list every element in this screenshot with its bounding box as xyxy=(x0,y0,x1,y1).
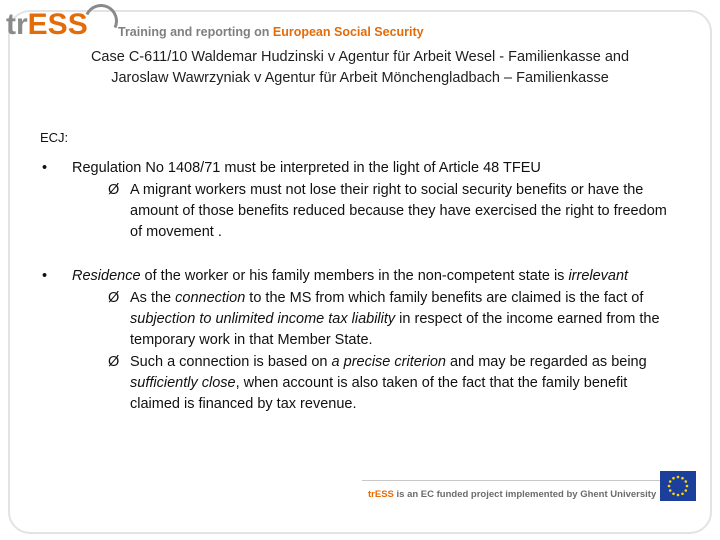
text-segment: to the MS from which family benefits are claimed is the fact of xyxy=(245,290,644,306)
spacer xyxy=(40,245,680,266)
bullet-text-segment: of the worker or his family members in the non-competent state is xyxy=(140,268,569,284)
slide-title xyxy=(30,47,690,89)
sub-bullet-text xyxy=(130,352,680,415)
tress-logo xyxy=(6,8,88,42)
ecj-label: ECJ: xyxy=(40,130,69,145)
sub-bullet-item xyxy=(72,352,680,415)
bullet-item xyxy=(40,158,680,243)
text-segment: Such a connection is based on xyxy=(130,354,332,370)
text-segment: As the xyxy=(130,290,176,306)
bullet-body xyxy=(72,266,680,415)
logo-ess: ESS xyxy=(27,8,88,41)
footer-brand: trESS xyxy=(368,489,394,500)
slide-content xyxy=(40,127,680,417)
sub-bullet-text xyxy=(130,288,680,351)
bullet-text: Regulation No 1408/71 must be interpreted in the light of Article 48 TFEU xyxy=(72,160,541,176)
arrow-bullet-icon: Ø xyxy=(108,290,120,306)
emphasis-tax-liability: subjection to unlimited income tax liability xyxy=(130,311,396,327)
tagline-accent: European Social Security xyxy=(272,25,424,39)
text-segment: and may be regarded as being xyxy=(445,354,647,370)
emphasis-precise-criterion: a precise criterion xyxy=(331,354,446,370)
bullet-body xyxy=(72,158,680,243)
bullet-item xyxy=(40,266,680,415)
emphasis-sufficiently-close: sufficiently close xyxy=(130,375,236,391)
footer-credit xyxy=(368,489,656,500)
bullet-icon: • xyxy=(42,160,48,176)
title-line-1: Case C-611/10 Waldemar Hudzinski v Agentur für Arbeit Wesel - Familienkasse and xyxy=(90,49,630,65)
title-line-2: Jaroslaw Wawrzyniak v Agentur für Arbeit Mönchengladbach – Familienkasse xyxy=(111,70,609,86)
sub-bullet-item xyxy=(72,180,680,243)
logo-tr: tr xyxy=(6,8,28,41)
bullet-icon: • xyxy=(42,268,48,284)
text-segment: , when account is also taken of the fact that the family benefit claimed is financed by tax revenue. xyxy=(130,375,628,412)
text-segment: in respect of the income earned from the temporary work in that Member State. xyxy=(130,311,660,348)
emphasis-irrelevant: irrelevant xyxy=(568,268,629,284)
emphasis-residence: Residence xyxy=(72,268,141,284)
bullet-text xyxy=(72,266,680,287)
footer-text: is an EC funded project implemented by Ghent University xyxy=(393,489,657,500)
sub-bullet-text: A migrant workers must not lose their right to social security benefits or have the amount of those benefits reduced because they have exercised the right to freedom of movement . xyxy=(130,182,667,240)
sub-bullet-item xyxy=(72,288,680,351)
arrow-bullet-icon: Ø xyxy=(108,182,120,198)
footer-divider xyxy=(362,480,662,481)
emphasis-connection: connection xyxy=(175,290,246,306)
arrow-bullet-icon: Ø xyxy=(108,354,120,370)
tagline-prefix: Training and reporting on xyxy=(118,25,270,39)
eu-flag-icon xyxy=(660,471,696,501)
header-tagline xyxy=(118,25,424,39)
